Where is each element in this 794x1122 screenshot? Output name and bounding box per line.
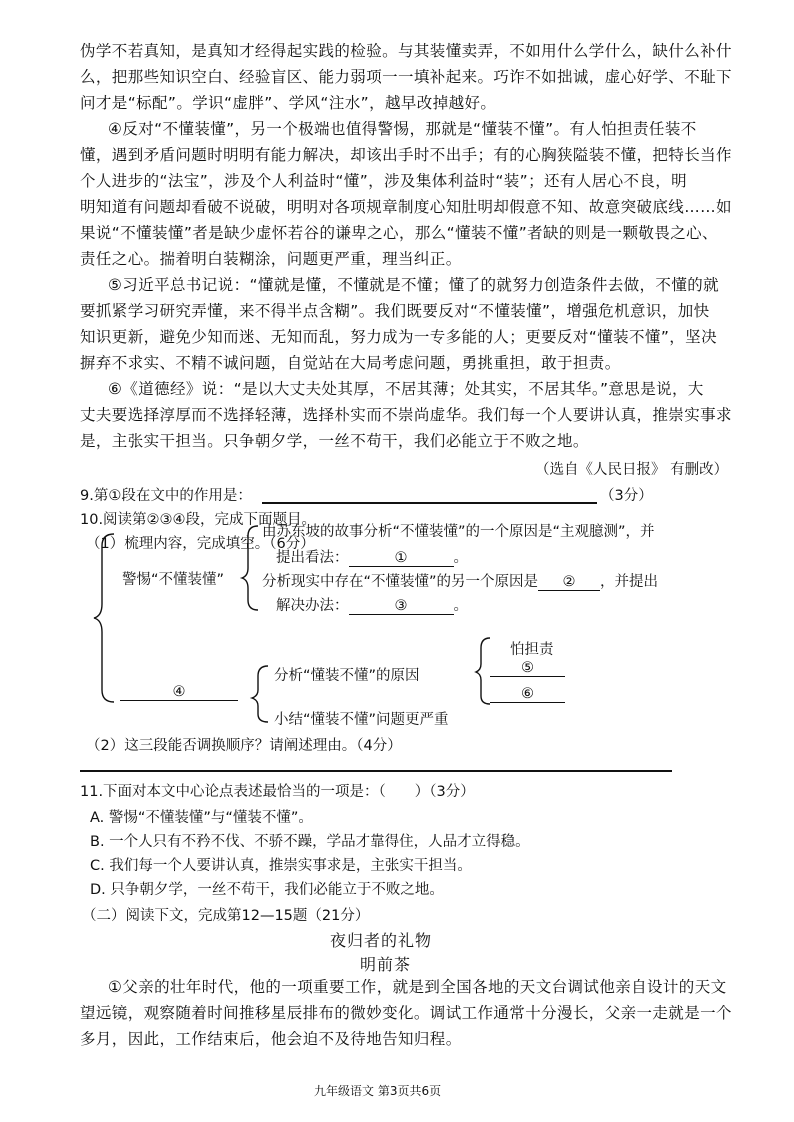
article-line: ⑤习近平总书记说：“懂就是懂，不懂就是不懂；懂了的就努力创造条件去做，不懂的就 [108,276,720,294]
blank-2-number: ② [562,574,576,590]
blank-5[interactable] [490,660,565,677]
branch2-suffix: ，并提出 [600,574,659,590]
branch1-suffix: 。 [453,550,468,566]
diagram-root-label: 警惕“不懂装懂” [122,572,225,588]
diagram-branch1-line1: 由苏东坡的故事分析“不懂装懂”的一个原因是“主观臆测”，并 [262,524,655,540]
q9-score: （3分） [600,488,653,504]
blank-4[interactable] [120,684,238,701]
diagram-branch4-label: 小结“懂装不懂”问题更严重 [274,712,449,728]
branch2-line2-suffix: 。 [453,598,468,614]
q10-answer-line[interactable] [80,770,672,772]
article-line: ⑥《道德经》说：“是以大丈夫处其厚，不居其薄；处其实，不居其华。”意思是说，大 [108,380,704,398]
story-line: ①父亲的壮年时代，他的一项重要工作，就是到全国各地的天文台调试他亲自设计的天文 [108,978,727,996]
blank-2[interactable] [538,574,600,591]
story-title: 夜归者的礼物 [330,931,433,950]
q10-sub2: （2）这三段能否调换顺序？请阐述理由。（4分） [86,738,402,754]
q11-option-c[interactable]: C. 我们每一个人要讲认真，推崇实事求是，主张实干担当。 [90,858,472,874]
article-line: 摒弃不求实、不精不诚问题，自觉站在大局考虑问题，勇挑重担，敢于担责。 [80,354,621,372]
diagram-branch2-line1 [262,570,658,591]
blank-4-number: ④ [172,684,186,700]
diagram-reason1: 怕担责 [510,642,554,658]
branch2-line2-prefix: 解决办法： [276,598,349,614]
blank-6-number: ⑥ [521,686,534,702]
diagram-branch1-line2 [276,546,468,567]
branch2-prefix: 分析现实中存在“不懂装懂”的另一个原因是 [262,574,539,590]
article-line: 懂，遇到矛盾问题时明明有能力解决，却该出手时不出手；有的心胸狭隘装不懂，把特长当作 [80,146,732,164]
blank-1-number: ① [394,550,408,566]
article-line: 要抓紧学习研究弄懂，来不得半点含糊”。我们既要反对“不懂装懂”，增强危机意识，加快 [80,302,710,320]
diagram-branch2-line2 [276,594,468,615]
story-line: 多月，因此，工作结束后，他会迫不及待地告知归程。 [80,1030,462,1048]
q10-intro: 10.阅读第②③④段，完成下面题目。 [80,512,317,528]
article-line: 是，主张实干担当。只争朝夕学，一丝不苟干，我们必能立于不败之地。 [80,432,589,450]
story-author: 明前茶 [360,955,412,974]
article-line: 问才是“标配”。学识“虚胖”、学风“注水”，越早改掉越好。 [80,94,497,112]
article-line: 丈夫要选择淳厚而不选择轻薄，选择朴实而不崇尚虚华。我们每一个人要讲认真，推崇实事求 [80,406,732,424]
blank-3[interactable] [349,598,454,615]
section2-heading: （二）阅读下文，完成第12—15题（21分） [82,908,370,924]
article-line: 么，把那些知识空白、经验盲区、能力弱项一一填补起来。巧诈不如拙诚，虚心好学、不耻下 [80,68,732,86]
article-line: 明知道有问题却看破不说破，明明对各项规章制度心知肚明却假意不知、故意突破底线……如 [80,198,732,216]
article-line: 责任之心。揣着明白装糊涂，问题更严重，理当纠正。 [80,250,462,268]
q11-option-d[interactable]: D. 只争朝夕学，一丝不苟干，我们必能立于不败之地。 [90,882,444,898]
q11-text: 11.下面对本文中心论点表述最恰当的一项是：（ ）（3分） [80,784,475,800]
article-line: 果说“不懂装懂”者是缺少虚怀若谷的谦卑之心，那么“懂装不懂”者缺的则是一颗敬畏之心、 [80,224,718,242]
article-line: 个人进步的“法宝”，涉及个人利益时“懂”，涉及集体利益时“装”；还有人居心不良，明 [80,172,688,190]
page-footer: 九年级语文 第3页共6页 [314,1084,442,1098]
blank-5-number: ⑤ [521,660,534,676]
blank-3-number: ③ [394,598,408,614]
article-line: 伪学不若真知，是真知才经得起实践的检验。与其装懂卖弄，不如用什么学什么，缺什么补什 [80,42,732,60]
branch1-prefix: 提出看法： [276,550,349,566]
q11-option-b[interactable]: B. 一个人只有不矜不伐、不骄不躁，学品才靠得住，人品才立得稳。 [90,834,530,850]
story-line: 望远镜，观察随着时间推移星辰排布的微妙变化。调试工作通常十分漫长，父亲一走就是一个 [80,1004,732,1022]
article-source: （选自《人民日报》 有删改） [535,462,729,478]
q9-text: 9.第①段在文中的作用是： [80,488,252,504]
q11-option-a[interactable]: A. 警惕“不懂装懂”与“懂装不懂”。 [90,810,313,826]
diagram-branch3-label: 分析“懂装不懂”的原因 [274,668,420,684]
q10-sub1: （1）梳理内容，完成填空。（6分） [86,536,315,552]
article-line: 知识更新，避免少知而迷、无知而乱，努力成为一专多能的人；更要反对“懂装不懂”，坚决 [80,328,717,346]
blank-6[interactable] [490,686,565,703]
article-line: ④反对“不懂装懂”，另一个极端也值得警惕，那就是“懂装不懂”。有人怕担责任装不 [108,120,697,138]
blank-1[interactable] [349,550,454,567]
